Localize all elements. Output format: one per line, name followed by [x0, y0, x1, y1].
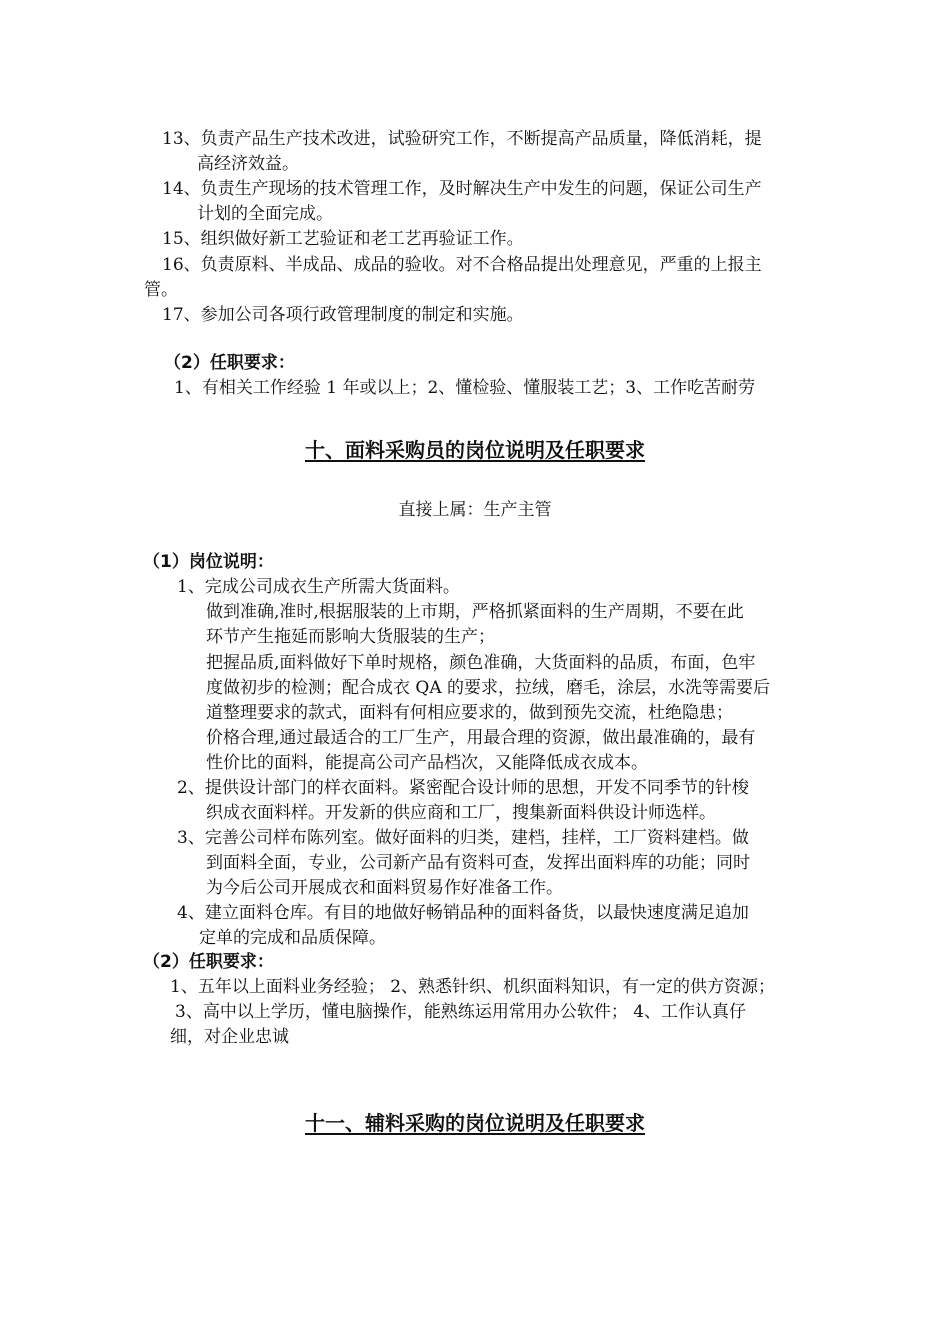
duty-line: 1、完成公司成衣生产所需大货面料。	[177, 577, 460, 597]
section-10-title: 十、面料采购员的岗位说明及任职要求	[305, 438, 645, 462]
requirement-line: 3、高中以上学历，懂电脑操作，能熟练运用常用办公软件； 4、工作认真仔	[175, 1002, 747, 1022]
section-11-title: 十一、辅料采购的岗位说明及任职要求	[305, 1111, 645, 1135]
duty-item-14-cont: 计划的全面完成。	[197, 204, 333, 224]
requirements-heading: （2）任职要求：	[164, 353, 295, 373]
duty-item-14: 14、负责生产现场的技术管理工作，及时解决生产中发生的问题，保证公司生产	[162, 179, 762, 199]
duty-item-15: 15、组织做好新工艺验证和老工艺再验证工作。	[162, 229, 524, 249]
duty-line: 到面料全面，专业，公司新产品有资料可查，发挥出面料库的功能；同时	[206, 853, 750, 873]
duty-line: 4、建立面料仓库。有目的地做好畅销品种的面料备货，以最快速度满足追加	[177, 903, 749, 923]
duty-line: 度做初步的检测；配合成衣 QA 的要求，拉绒，磨毛，涂层，水洗等需要后	[206, 678, 771, 698]
duty-line: 环节产生拖延而影响大货服装的生产；	[206, 627, 495, 647]
duty-line: 定单的完成和品质保障。	[199, 928, 386, 948]
duty-line: 把握品质,面料做好下单时规格，颜色准确，大货面料的品质，布面，色牢	[206, 653, 756, 673]
duty-line: 价格合理,通过最适合的工厂生产，用最合理的资源，做出最准确的，最有	[206, 728, 756, 748]
duty-line: 做到准确,准时,根据服装的上市期，严格抓紧面料的生产周期，不要在此	[206, 602, 744, 622]
requirements-line: 1、有相关工作经验 1 年或以上；2、懂检验、懂服装工艺；3、工作吃苦耐劳	[174, 378, 756, 398]
requirement-line: 1、五年以上面料业务经验； 2、熟悉针织、机织面料知识，有一定的供方资源；	[170, 977, 776, 997]
requirement-line: 细，对企业忠诚	[170, 1027, 289, 1047]
duty-line: 3、完善公司样布陈列室。做好面料的归类，建档，挂样，工厂资料建档。做	[177, 828, 749, 848]
duty-line: 道整理要求的款式，面料有何相应要求的，做到预先交流，杜绝隐患；	[206, 703, 733, 723]
duty-line: 2、提供设计部门的样衣面料。紧密配合设计师的思想，开发不同季节的针梭	[177, 778, 749, 798]
duty-item-16: 16、负责原料、半成品、成品的验收。对不合格品提出处理意见，严重的上报主	[162, 255, 762, 275]
duty-line: 性价比的面料，能提高公司产品档次，又能降低成衣成本。	[206, 753, 648, 773]
requirements-heading: （2）任职要求：	[143, 952, 274, 972]
duty-item-13: 13、负责产品生产技术改进，试验研究工作，不断提高产品质量，降低消耗，提	[162, 129, 762, 149]
duty-item-13-cont: 高经济效益。	[197, 154, 299, 174]
direct-superior: 直接上属：生产主管	[398, 500, 552, 520]
duty-line: 织成衣面料样。开发新的供应商和工厂，搜集新面料供设计师选样。	[206, 803, 716, 823]
duty-heading: （1）岗位说明：	[143, 552, 274, 572]
duty-item-17: 17、参加公司各项行政管理制度的制定和实施。	[162, 305, 524, 325]
duty-item-16-cont: 管。	[144, 280, 178, 300]
duty-line: 为今后公司开展成衣和面料贸易作好准备工作。	[206, 878, 563, 898]
